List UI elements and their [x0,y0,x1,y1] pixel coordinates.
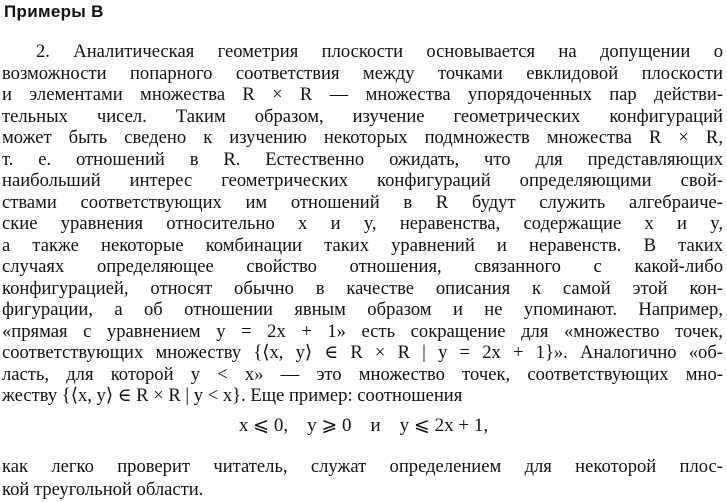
section-heading: Примеры В [4,2,104,21]
paragraph-line: жеству {⟨x, y⟩ ∈ R × R | y < x}. Еще пример: соотношения [2,385,463,406]
paragraph-line: а также некоторые комбинации таких уравнений и неравенств. В таких [2,234,723,256]
paragraph-line: ласть, для которой y < x» — это множество точек, соответствующих мно- [2,363,723,385]
display-formula: x ⩽ 0, y ⩾ 0 и y ⩽ 2x + 1, [238,415,489,436]
paragraph-line: и элементами множества R × R — множества упорядоченных пар действи- [2,84,723,105]
paragraph-line: конфигурацией, относят обычно в качестве описания к самой этой кон- [2,277,723,299]
paragraph-line: тельных чисел. Таким образом, изучение геометрических конфигураций [2,105,723,127]
paragraph-line: «прямая с уравнением y = 2x + 1» есть сокращение для «множество точек, [2,320,723,342]
paragraph-line: соответствующих множеству {⟨x, y⟩ ∈ R × R | y = 2x + 1}». Аналогично «об- [2,342,723,363]
paragraph-line: может быть сведено к изучению некоторых подмножеств множества R × R, [2,127,723,148]
closing-line: кой треугольной области. [2,479,204,500]
paragraph-line: ские уравнения относительно x и y, неравенства, содержащие x и y, [2,213,723,234]
paragraph-line: наибольший интерес геометрических конфигураций определяющими свой- [2,170,723,191]
paragraph-line: ствами соответствующих им отношений в R будут служить алгебраиче- [2,191,723,213]
paragraph-line: фигурации, а об отношении явным образом и не упоминают. Например, [2,299,723,320]
paragraph-line: возможности попарного соответствия между точками евклидовой плоскости [2,62,723,84]
paragraph-line: т. е. отношений в R. Естественно ожидать, что для представляющих [2,148,723,170]
paragraph-line: случаях определяющее свойство отношения, связанного с какой-либо [2,256,723,277]
closing-line: как легко проверит читатель, служат определением для некоторой плос- [2,456,723,477]
paragraph-line: 2. Аналитическая геометрия плоскости основывается на допущении о [36,41,723,62]
